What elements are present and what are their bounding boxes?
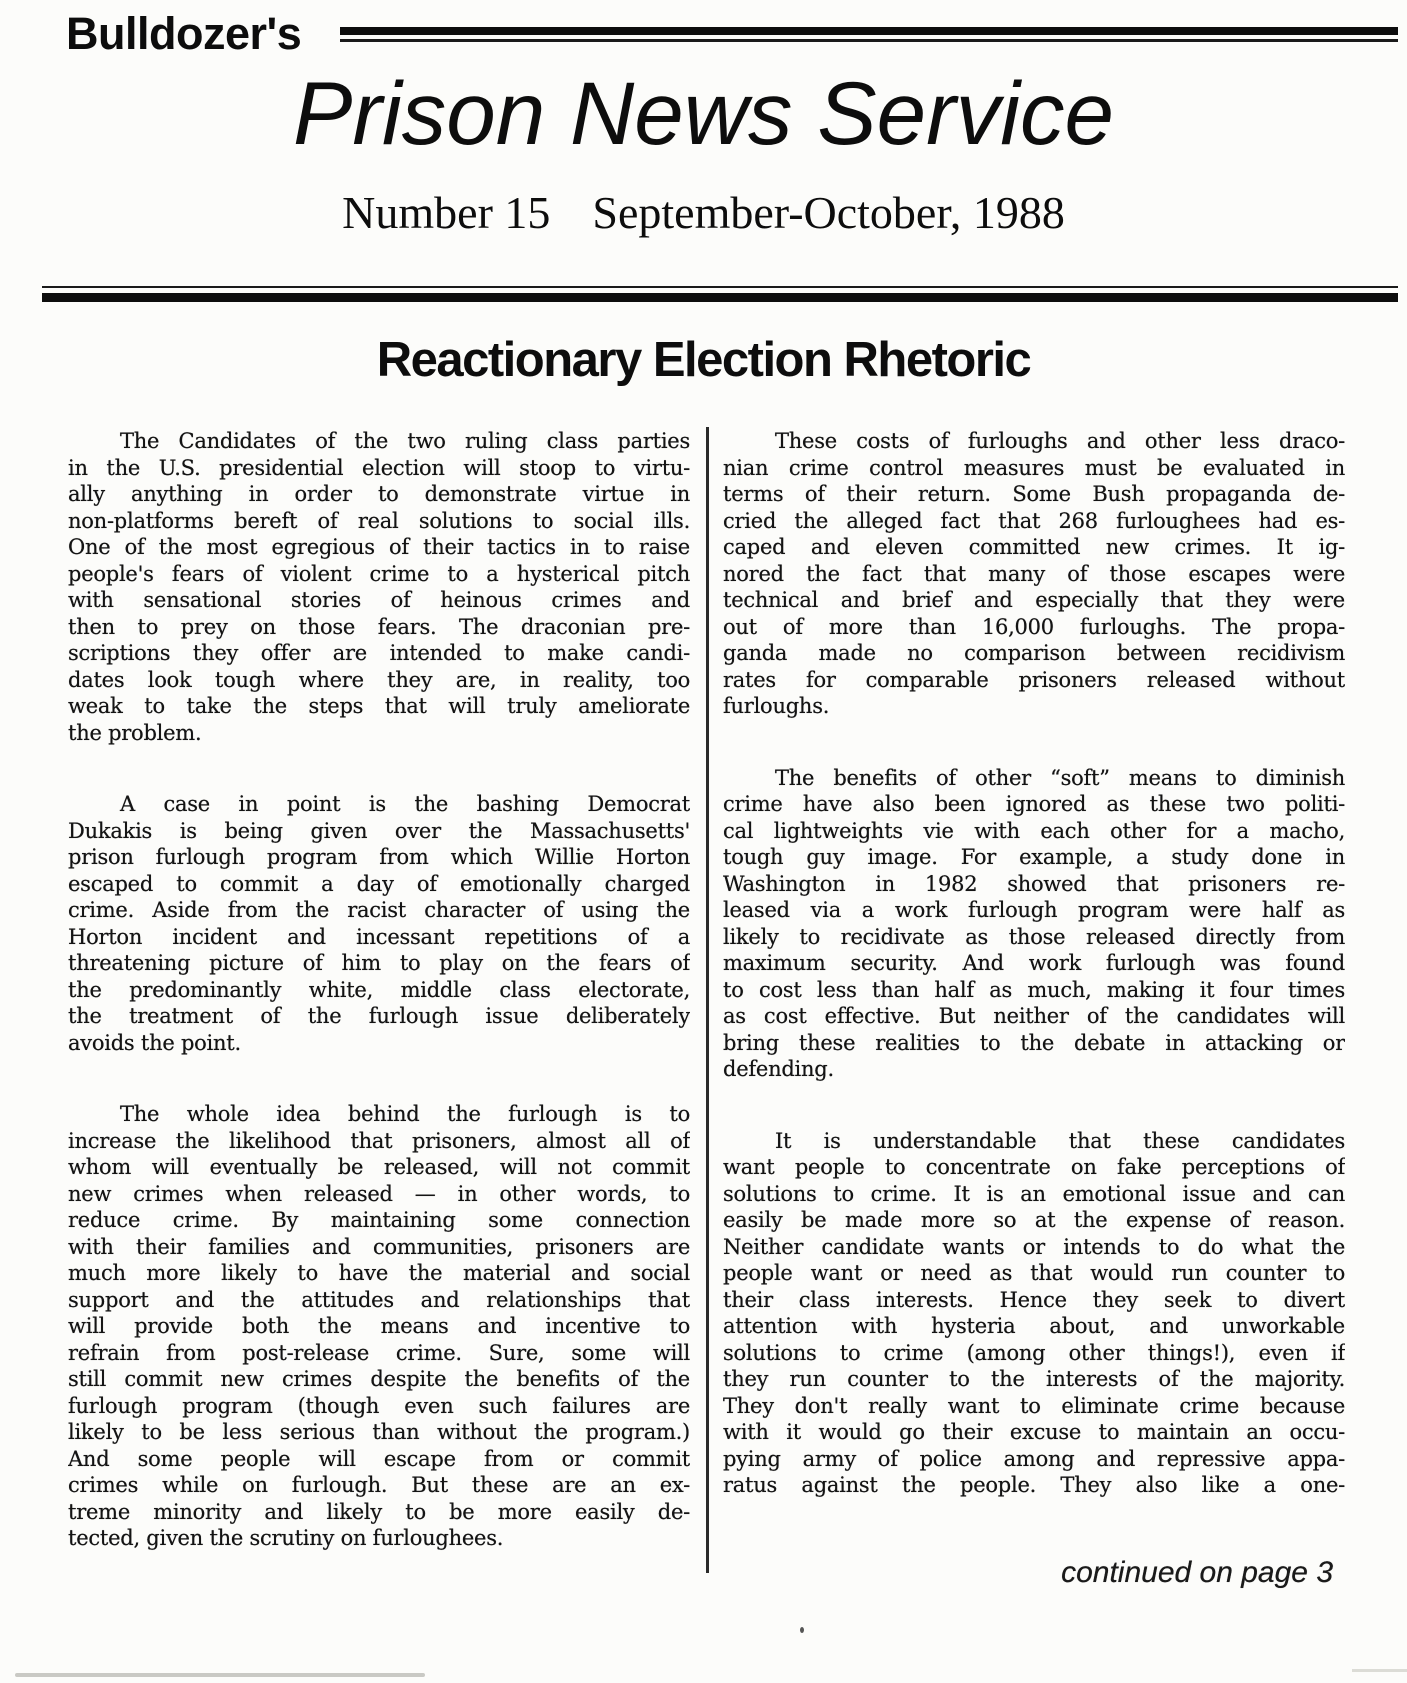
issue-date: September-October, 1988 <box>592 187 1065 238</box>
scan-artifact-line-left <box>15 1673 425 1677</box>
newsletter-title: Prison News Service <box>292 63 1115 163</box>
text-line: then to prey on those fears. The draconian pre- <box>68 614 690 639</box>
masthead-rule-thick <box>340 27 1398 35</box>
text-line: caped and eleven committed new crimes. It ig- <box>723 535 1345 559</box>
article-headline: Reactionary Election Rhetoric <box>376 333 1031 387</box>
text-line: Dukakis is being given over the Massachusetts' <box>68 818 690 843</box>
ink-speck <box>800 1627 804 1633</box>
text-line: treme minority and likely to be more easily de- <box>68 1499 690 1524</box>
text-line: leased via a work furlough program were half as <box>723 898 1345 922</box>
text-line: with sensational stories of heinous crimes and <box>68 588 690 612</box>
text-line: It is understandable that these candidates <box>775 1128 1345 1153</box>
text-line: want people to concentrate on fake perceptions of <box>723 1155 1345 1179</box>
text-line: dates look tough where they are, in reality, too <box>68 667 690 692</box>
text-line: the treatment of the furlough issue deliberately <box>68 1004 690 1028</box>
text-line: increase the likelihood that prisoners, almost all of <box>68 1128 690 1153</box>
right-column <box>723 428 1345 1499</box>
text-line: Horton incident and incessant repetitions of a <box>68 924 690 949</box>
text-line: cal lightweights vie with each other for a macho, <box>723 818 1345 843</box>
header-rule-thin <box>42 286 1398 288</box>
text-line: Washington in 1982 showed that prisoners re- <box>723 871 1345 896</box>
text-line: technical and brief and especially that they were <box>723 588 1345 612</box>
text-line: furloughs. <box>723 694 830 718</box>
text-line: threatening picture of him to play on the fears of <box>68 951 690 975</box>
text-line: will provide both the means and incentive to <box>68 1314 690 1338</box>
text-line: escaped to commit a day of emotionally charged <box>68 871 690 896</box>
paragraph <box>68 791 690 1056</box>
text-line: crimes while on furlough. But these are an ex- <box>68 1473 690 1497</box>
text-line: The whole idea behind the furlough is to <box>120 1102 690 1126</box>
masthead-rule-thin <box>340 39 1398 42</box>
text-line: They don't really want to eliminate crime because <box>723 1393 1345 1418</box>
text-line: tected, given the scrutiny on furloughees. <box>68 1526 504 1550</box>
text-line: maximum security. And work furlough was found <box>723 951 1345 975</box>
text-line: still commit new crimes despite the benefits of the <box>68 1367 690 1391</box>
text-line: furlough program (though even such failures are <box>68 1393 690 1418</box>
text-line: non-platforms bereft of real solutions to social ills. <box>68 508 690 533</box>
text-line: rates for comparable prisoners released without <box>723 667 1345 692</box>
text-line: they run counter to the interests of the majority. <box>723 1367 1345 1391</box>
text-line: people want or need as that would run counter to <box>723 1261 1345 1285</box>
text-line: Neither candidate wants or intends to do what the <box>723 1234 1345 1259</box>
header-rule-thick <box>42 293 1398 302</box>
text-line: tough guy image. For example, a study done in <box>723 845 1345 869</box>
text-line: out of more than 16,000 furloughs. The propa- <box>723 614 1345 639</box>
text-line: with it would go their excuse to maintain an occu- <box>723 1420 1345 1444</box>
text-line: ganda made no comparison between recidivism <box>723 641 1345 665</box>
text-line: These costs of furloughs and other less draco- <box>775 429 1345 453</box>
text-line: nored the fact that many of those escapes were <box>723 561 1345 586</box>
text-line: support and the attitudes and relationships that <box>68 1287 690 1312</box>
publisher-name: Bulldozer's <box>66 8 302 59</box>
text-line: crime have also been ignored as these two politi- <box>723 792 1345 816</box>
paragraph <box>723 428 1345 720</box>
text-line: bring these realities to the debate in attacking or <box>723 1030 1345 1055</box>
text-line: their class interests. Hence they seek to divert <box>723 1287 1345 1312</box>
paragraph <box>68 1101 690 1552</box>
text-line: pying army of police among and repressive appa- <box>723 1446 1345 1471</box>
text-line: in the U.S. presidential election will stoop to virtu- <box>68 455 690 480</box>
column-divider <box>706 427 709 1573</box>
text-line: And some people will escape from or commit <box>68 1446 690 1471</box>
paragraph <box>723 765 1345 1083</box>
text-line: the problem. <box>68 720 202 745</box>
text-line: likely to recidivate as those released directly from <box>723 924 1345 949</box>
text-line: solutions to crime. It is an emotional issue and can <box>723 1181 1345 1206</box>
text-line: reduce crime. By maintaining some connection <box>68 1208 690 1232</box>
text-line: attention with hysteria about, and unworkable <box>723 1314 1345 1338</box>
scan-artifact-line-right <box>1352 1669 1407 1672</box>
text-line: nian crime control measures must be evaluated in <box>723 455 1345 480</box>
text-line: terms of their return. Some Bush propaganda de- <box>723 482 1345 506</box>
text-line: crime. Aside from the racist character of using the <box>68 898 690 922</box>
text-line: ally anything in order to demonstrate virtue in <box>68 482 690 506</box>
text-line: A case in point is the bashing Democrat <box>120 792 690 816</box>
text-line: refrain from post-release crime. Sure, some will <box>68 1340 690 1365</box>
text-line: cried the alleged fact that 268 furloughees had es- <box>723 508 1345 533</box>
text-line: the predominantly white, middle class electorate, <box>68 977 690 1002</box>
left-column <box>68 428 690 1552</box>
text-line: to cost less than half as much, making it four times <box>723 977 1345 1002</box>
paragraph <box>723 1128 1345 1499</box>
text-line: avoids the point. <box>68 1030 241 1055</box>
text-line: weak to take the steps that will truly ameliorate <box>68 694 690 718</box>
paragraph <box>68 428 690 746</box>
continuation-note: continued on page 3 <box>1061 1556 1333 1589</box>
text-line: The Candidates of the two ruling class parties <box>120 429 690 453</box>
text-line: likely to be less serious than without the program.) <box>68 1420 690 1444</box>
text-line: much more likely to have the material and social <box>68 1261 690 1285</box>
text-line: One of the most egregious of their tactics in to raise <box>68 535 690 559</box>
text-line: people's fears of violent crime to a hysterical pitch <box>68 561 690 586</box>
text-line: easily be made more so at the expense of reason. <box>723 1208 1345 1232</box>
text-line: new crimes when released — in other words, to <box>68 1181 690 1206</box>
text-line: The benefits of other “soft” means to diminish <box>775 765 1345 790</box>
text-line: defending. <box>723 1057 834 1081</box>
text-line: whom will eventually be released, will not commit <box>68 1155 690 1179</box>
text-line: ratus against the people. They also like a one- <box>723 1473 1345 1497</box>
text-line: as cost effective. But neither of the candidates will <box>723 1004 1345 1028</box>
text-line: solutions to crime (among other things!), even if <box>723 1340 1345 1365</box>
text-line: with their families and communities, prisoners are <box>68 1234 690 1259</box>
issue-line <box>0 186 1407 239</box>
issue-number: Number 15 <box>342 187 551 238</box>
text-line: scriptions they offer are intended to make candi- <box>68 641 690 665</box>
text-line: prison furlough program from which Willie Horton <box>68 845 690 869</box>
